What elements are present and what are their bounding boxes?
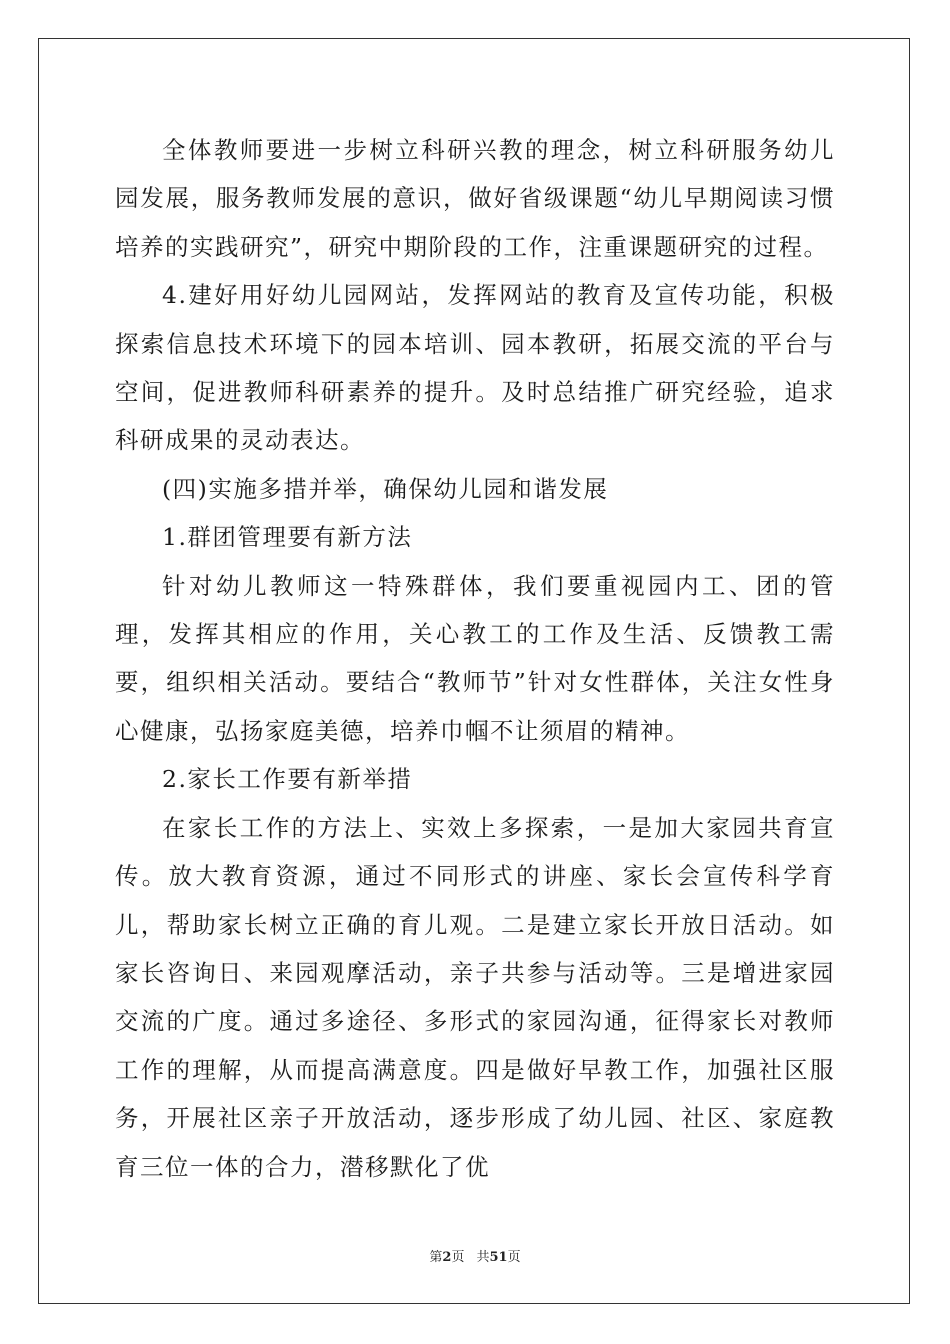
page-footer	[0, 1246, 950, 1265]
subheading-group-management: 1.群团管理要有新方法	[162, 523, 413, 552]
document-body	[115, 126, 835, 1191]
paragraph-group-management: 针对幼儿教师这一特殊群体，我们要重视园内工、团的管理，发挥其相应的作用，关心教工的工作及生活、反馈教工需要，组织相关活动。要结合“教师节”针对女性群体，关注女性身心健康，弘扬家庭美德，培养巾帼不让须眉的精神。	[115, 571, 835, 745]
current-page-number: 2	[442, 1250, 452, 1265]
total-label-prefix: 共	[476, 1250, 490, 1265]
paragraph-parent-work: 在家长工作的方法上、实效上多探索，一是加大家园共育宣传。放大教育资源，通过不同形式的讲座、家长会宣传科学育儿，帮助家长树立正确的育儿观。二是建立家长开放日活动。如家长咨询日、来园观摩活动，亲子共参与活动等。三是增进家园交流的广度。通过多途径、多形式的家园沟通，征得家长对教师工作的理解，从而提高满意度。四是做好早教工作，加强社区服务，开展社区亲子开放活动，逐步形成了幼儿园、社区、家庭教育三位一体的合力，潜移默化了优	[115, 813, 835, 1181]
page-label-prefix: 第	[429, 1250, 443, 1265]
subheading-parent-work: 2.家长工作要有新举措	[162, 765, 413, 794]
paragraph-research-concept: 全体教师要进一步树立科研兴教的理念，树立科研服务幼儿园发展，服务教师发展的意识，做好省级课题“幼儿早期阅读习惯培养的实践研究”，研究中期阶段的工作，注重课题研究的过程。	[115, 136, 835, 261]
paragraph-website: 4.建好用好幼儿园网站，发挥网站的教育及宣传功能，积极探索信息技术环境下的园本培训、园本教研，拓展交流的平台与空间，促进教师科研素养的提升。及时总结推广研究经验，追求科研成果的灵动表达。	[115, 281, 835, 455]
total-label-suffix: 页	[507, 1250, 521, 1265]
page-label-suffix: 页	[451, 1250, 465, 1265]
section-heading-four: (四)实施多措并举，确保幼儿园和谐发展	[162, 474, 609, 503]
total-page-number: 51	[489, 1250, 508, 1265]
